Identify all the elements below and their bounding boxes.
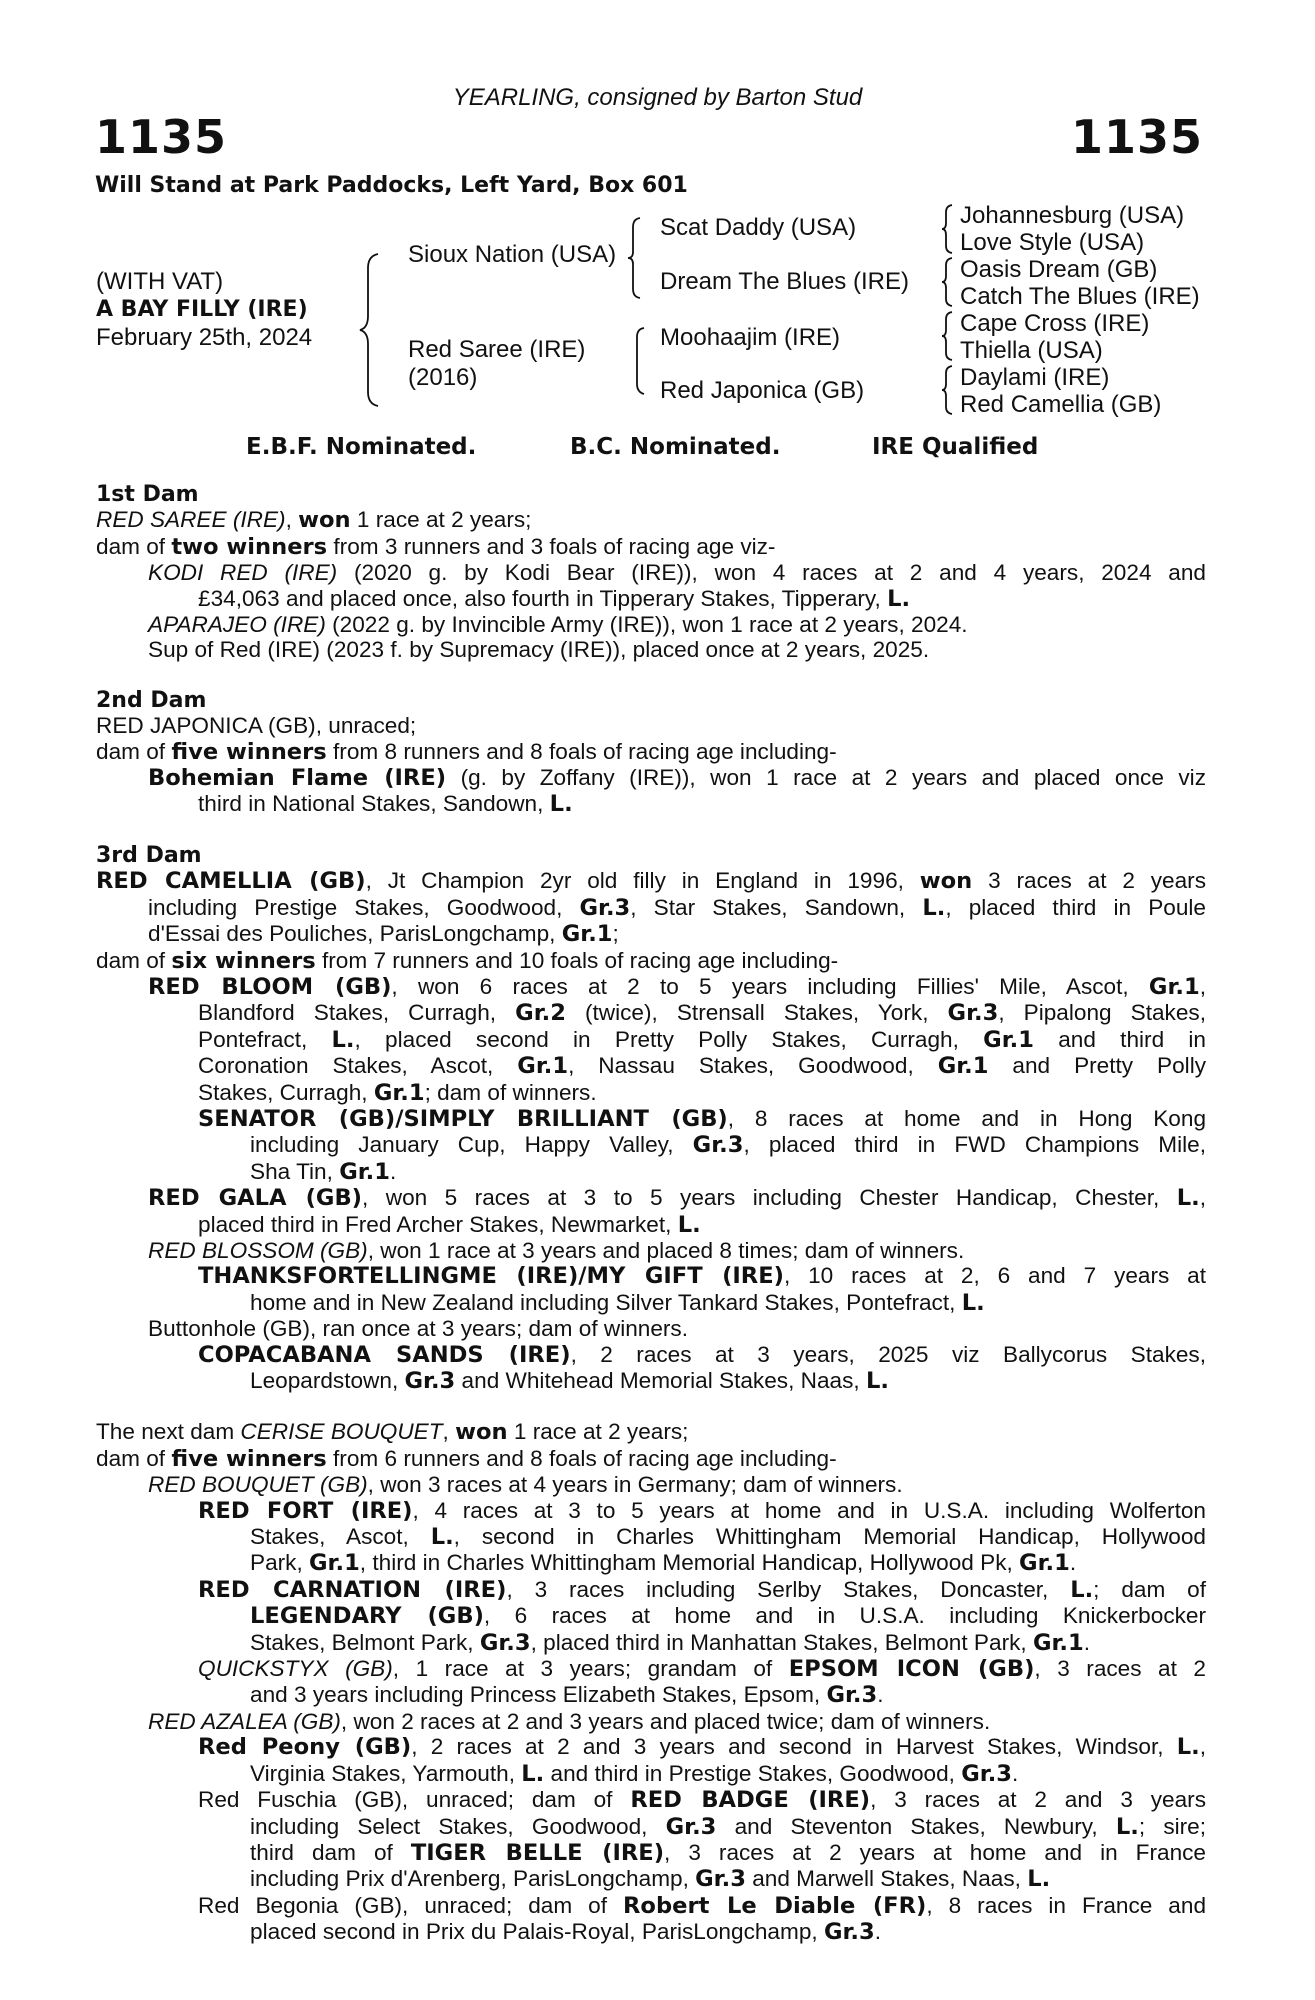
consignor-line: YEARLING, consigned by Barton Stud <box>452 84 863 111</box>
text-line: Bohemian Flame (IRE) (g. by Zoffany (IRE)), won 1 race at 2 years and placed once viz <box>148 765 1206 792</box>
lot-number-left: 1135 <box>95 110 228 164</box>
text-line: RED SAREE (IRE), won 1 race at 2 years; <box>96 507 532 534</box>
text-line: and 3 years including Princess Elizabeth Stakes, Epsom, Gr.3. <box>250 1682 884 1709</box>
bracket-g2 <box>942 256 956 308</box>
text-line: Stakes, Curragh, Gr.1; dam of winners. <box>198 1079 597 1106</box>
pedigree-dam-year: (2016) <box>408 364 478 391</box>
text-line: Leopardstown, Gr.3 and Whitehead Memorial Stakes, Naas, L. <box>250 1368 889 1394</box>
text-line: dam of five winners from 6 runners and 8 foals of racing age including- <box>96 1445 837 1472</box>
pedigree-dam-dam: Red Japonica (GB) <box>660 377 865 404</box>
text-line: RED CARNATION (IRE), 3 races including Serlby Stakes, Doncaster, L.; dam of <box>198 1576 1206 1603</box>
text-line: Sup of Red (IRE) (2023 f. by Supremacy (IRE)), placed once at 2 years, 2025. <box>148 637 930 663</box>
text-line: third dam of TIGER BELLE (IRE), 3 races at 2 years at home and in France <box>250 1839 1206 1866</box>
text-line: Blandford Stakes, Curragh, Gr.2 (twice), Strensall Stakes, York, Gr.3, Pipalong Stakes, <box>198 1000 1206 1027</box>
pedigree-g4: Catch The Blues (IRE) <box>960 283 1200 310</box>
bracket-g3 <box>942 310 956 362</box>
text-line: dam of six winners from 7 runners and 10 foals of racing age including- <box>96 947 839 974</box>
section-heading-1st-dam: 1st Dam <box>96 482 199 507</box>
text-line: d'Essai des Pouliches, ParisLongchamp, Gr.1; <box>148 921 619 948</box>
text-line: Sha Tin, Gr.1. <box>250 1158 397 1185</box>
pedigree-dam-sire: Moohaajim (IRE) <box>660 324 841 351</box>
text-line: Buttonhole (GB), ran once at 3 years; dam of winners. <box>148 1316 689 1342</box>
bracket-g1 <box>942 203 956 255</box>
section-heading-3rd-dam: 3rd Dam <box>96 842 202 868</box>
text-line: RED BLOSSOM (GB), won 1 race at 3 years and placed 8 times; dam of winners. <box>148 1237 965 1263</box>
bracket-main <box>364 250 384 410</box>
bracket-g4 <box>942 364 956 416</box>
text-line: Red Peony (GB), 2 races at 2 and 3 years and second in Harvest Stakes, Windsor, L., <box>198 1734 1206 1761</box>
text-line: third in National Stakes, Sandown, L. <box>198 791 573 818</box>
text-line: RED CAMELLIA (GB), Jt Champion 2yr old filly in England in 1996, won 3 races at 2 years <box>96 868 1206 895</box>
pedigree-dam: Red Saree (IRE) <box>408 336 586 363</box>
text-line: Park, Gr.1, third in Charles Whittingham Memorial Handicap, Hollywood Pk, Gr.1. <box>250 1550 1077 1577</box>
pedigree-sire: Sioux Nation (USA) <box>408 241 617 268</box>
text-line: RED FORT (IRE), 4 races at 3 to 5 years at home and in U.S.A. including Wolferton <box>198 1497 1206 1524</box>
text-line: RED BOUQUET (GB), won 3 races at 4 years in Germany; dam of winners. <box>148 1472 903 1498</box>
section-heading-2nd-dam: 2nd Dam <box>96 687 207 713</box>
text-line: including Select Stakes, Goodwood, Gr.3 and Steventon Stakes, Newbury, L.; sire; <box>250 1813 1207 1840</box>
text-line: including Prix d'Arenberg, ParisLongchamp, Gr.3 and Marwell Stakes, Naas, L. <box>250 1866 1051 1893</box>
ire-qualified: IRE Qualified <box>872 434 1039 460</box>
text-line: KODI RED (IRE) (2020 g. by Kodi Bear (IRE)), won 4 races at 2 and 4 years, 2024 and <box>148 560 1206 586</box>
text-line: SENATOR (GB)/SIMPLY BRILLIANT (GB), 8 races at home and in Hong Kong <box>198 1105 1207 1132</box>
text-line: Coronation Stakes, Ascot, Gr.1, Nassau Stakes, Goodwood, Gr.1 and Pretty Polly <box>198 1053 1207 1080</box>
pedigree-sire-dam: Dream The Blues (IRE) <box>660 268 909 295</box>
text-line: Stakes, Belmont Park, Gr.3, placed third in Manhattan Stakes, Belmont Park, Gr.1. <box>250 1629 1091 1656</box>
text-line: QUICKSTYX (GB), 1 race at 3 years; grandam of EPSOM ICON (GB), 3 races at 2 <box>198 1656 1206 1683</box>
text-line: Pontefract, L., placed second in Pretty Polly Stakes, Curragh, Gr.1 and third in <box>198 1026 1206 1053</box>
bracket-dam <box>632 326 648 396</box>
text-line: RED JAPONICA (GB), unraced; <box>96 713 417 739</box>
text-line: placed third in Fred Archer Stakes, Newmarket, L. <box>198 1211 701 1238</box>
pedigree-g1: Johannesburg (USA) <box>960 202 1185 229</box>
pedigree-g6: Thiella (USA) <box>960 337 1103 364</box>
catalogue-text <box>96 482 1206 1946</box>
lot-name: A BAY FILLY (IRE) <box>96 297 308 322</box>
ebf-nominated: E.B.F. Nominated. <box>246 434 477 460</box>
text-line: LEGENDARY (GB), 6 races at home and in U.S.A. including Knickerbocker <box>250 1603 1206 1630</box>
lot-number-right: 1135 <box>1070 110 1203 164</box>
date-of-birth: February 25th, 2024 <box>96 324 313 351</box>
bracket-sire <box>628 216 644 300</box>
text-line: £34,063 and placed once, also fourth in Tipperary Stakes, Tipperary, L. <box>198 585 911 612</box>
stand-location: Will Stand at Park Paddocks, Left Yard, Box 601 <box>95 173 688 198</box>
text-line: RED AZALEA (GB), won 2 races at 2 and 3 years and placed twice; dam of winners. <box>148 1708 991 1734</box>
pedigree-g7: Daylami (IRE) <box>960 364 1110 391</box>
pedigree-g5: Cape Cross (IRE) <box>960 310 1150 337</box>
text-line: RED GALA (GB), won 5 races at 3 to 5 years including Chester Handicap, Chester, L., <box>148 1185 1206 1212</box>
text-line: Red Fuschia (GB), unraced; dam of RED BADGE (IRE), 3 races at 2 and 3 years <box>198 1787 1206 1814</box>
text-line: COPACABANA SANDS (IRE), 2 races at 3 years, 2025 viz Ballycorus Stakes, <box>198 1341 1207 1368</box>
text-line: THANKSFORTELLINGME (IRE)/MY GIFT (IRE), 10 races at 2, 6 and 7 years at <box>198 1263 1206 1290</box>
text-line: including Prestige Stakes, Goodwood, Gr.3, Star Stakes, Sandown, L., placed third in Poule <box>148 894 1206 921</box>
text-line: RED BLOOM (GB), won 6 races at 2 to 5 years including Fillies' Mile, Ascot, Gr.1, <box>148 973 1206 1000</box>
text-line: Red Begonia (GB), unraced; dam of Robert Le Diable (FR), 8 races in France and <box>198 1892 1207 1919</box>
text-line: including January Cup, Happy Valley, Gr.3, placed third in FWD Champions Mile, <box>250 1132 1206 1159</box>
vat-note: (WITH VAT) <box>96 268 224 295</box>
pedigree-sire-sire: Scat Daddy (USA) <box>660 214 857 241</box>
pedigree-g8: Red Camellia (GB) <box>960 391 1162 418</box>
text-line: APARAJEO (IRE) (2022 g. by Invincible Army (IRE)), won 1 race at 2 years, 2024. <box>148 612 968 638</box>
bc-nominated: B.C. Nominated. <box>570 434 781 460</box>
text-line: The next dam CERISE BOUQUET, won 1 race at 2 years; <box>96 1419 689 1446</box>
text-line: dam of five winners from 8 runners and 8 foals of racing age including- <box>96 738 837 765</box>
text-line: dam of two winners from 3 runners and 3 foals of racing age viz- <box>96 533 776 560</box>
text-line: Virginia Stakes, Yarmouth, L. and third in Prestige Stakes, Goodwood, Gr.3. <box>250 1760 1019 1787</box>
text-line: home and in New Zealand including Silver Tankard Stakes, Pontefract, L. <box>250 1289 985 1316</box>
text-line: Stakes, Ascot, L., second in Charles Whittingham Memorial Handicap, Hollywood <box>250 1524 1206 1551</box>
pedigree-g3: Oasis Dream (GB) <box>960 256 1158 283</box>
text-line: placed second in Prix du Palais-Royal, ParisLongchamp, Gr.3. <box>250 1919 881 1946</box>
pedigree-g2: Love Style (USA) <box>960 229 1145 256</box>
